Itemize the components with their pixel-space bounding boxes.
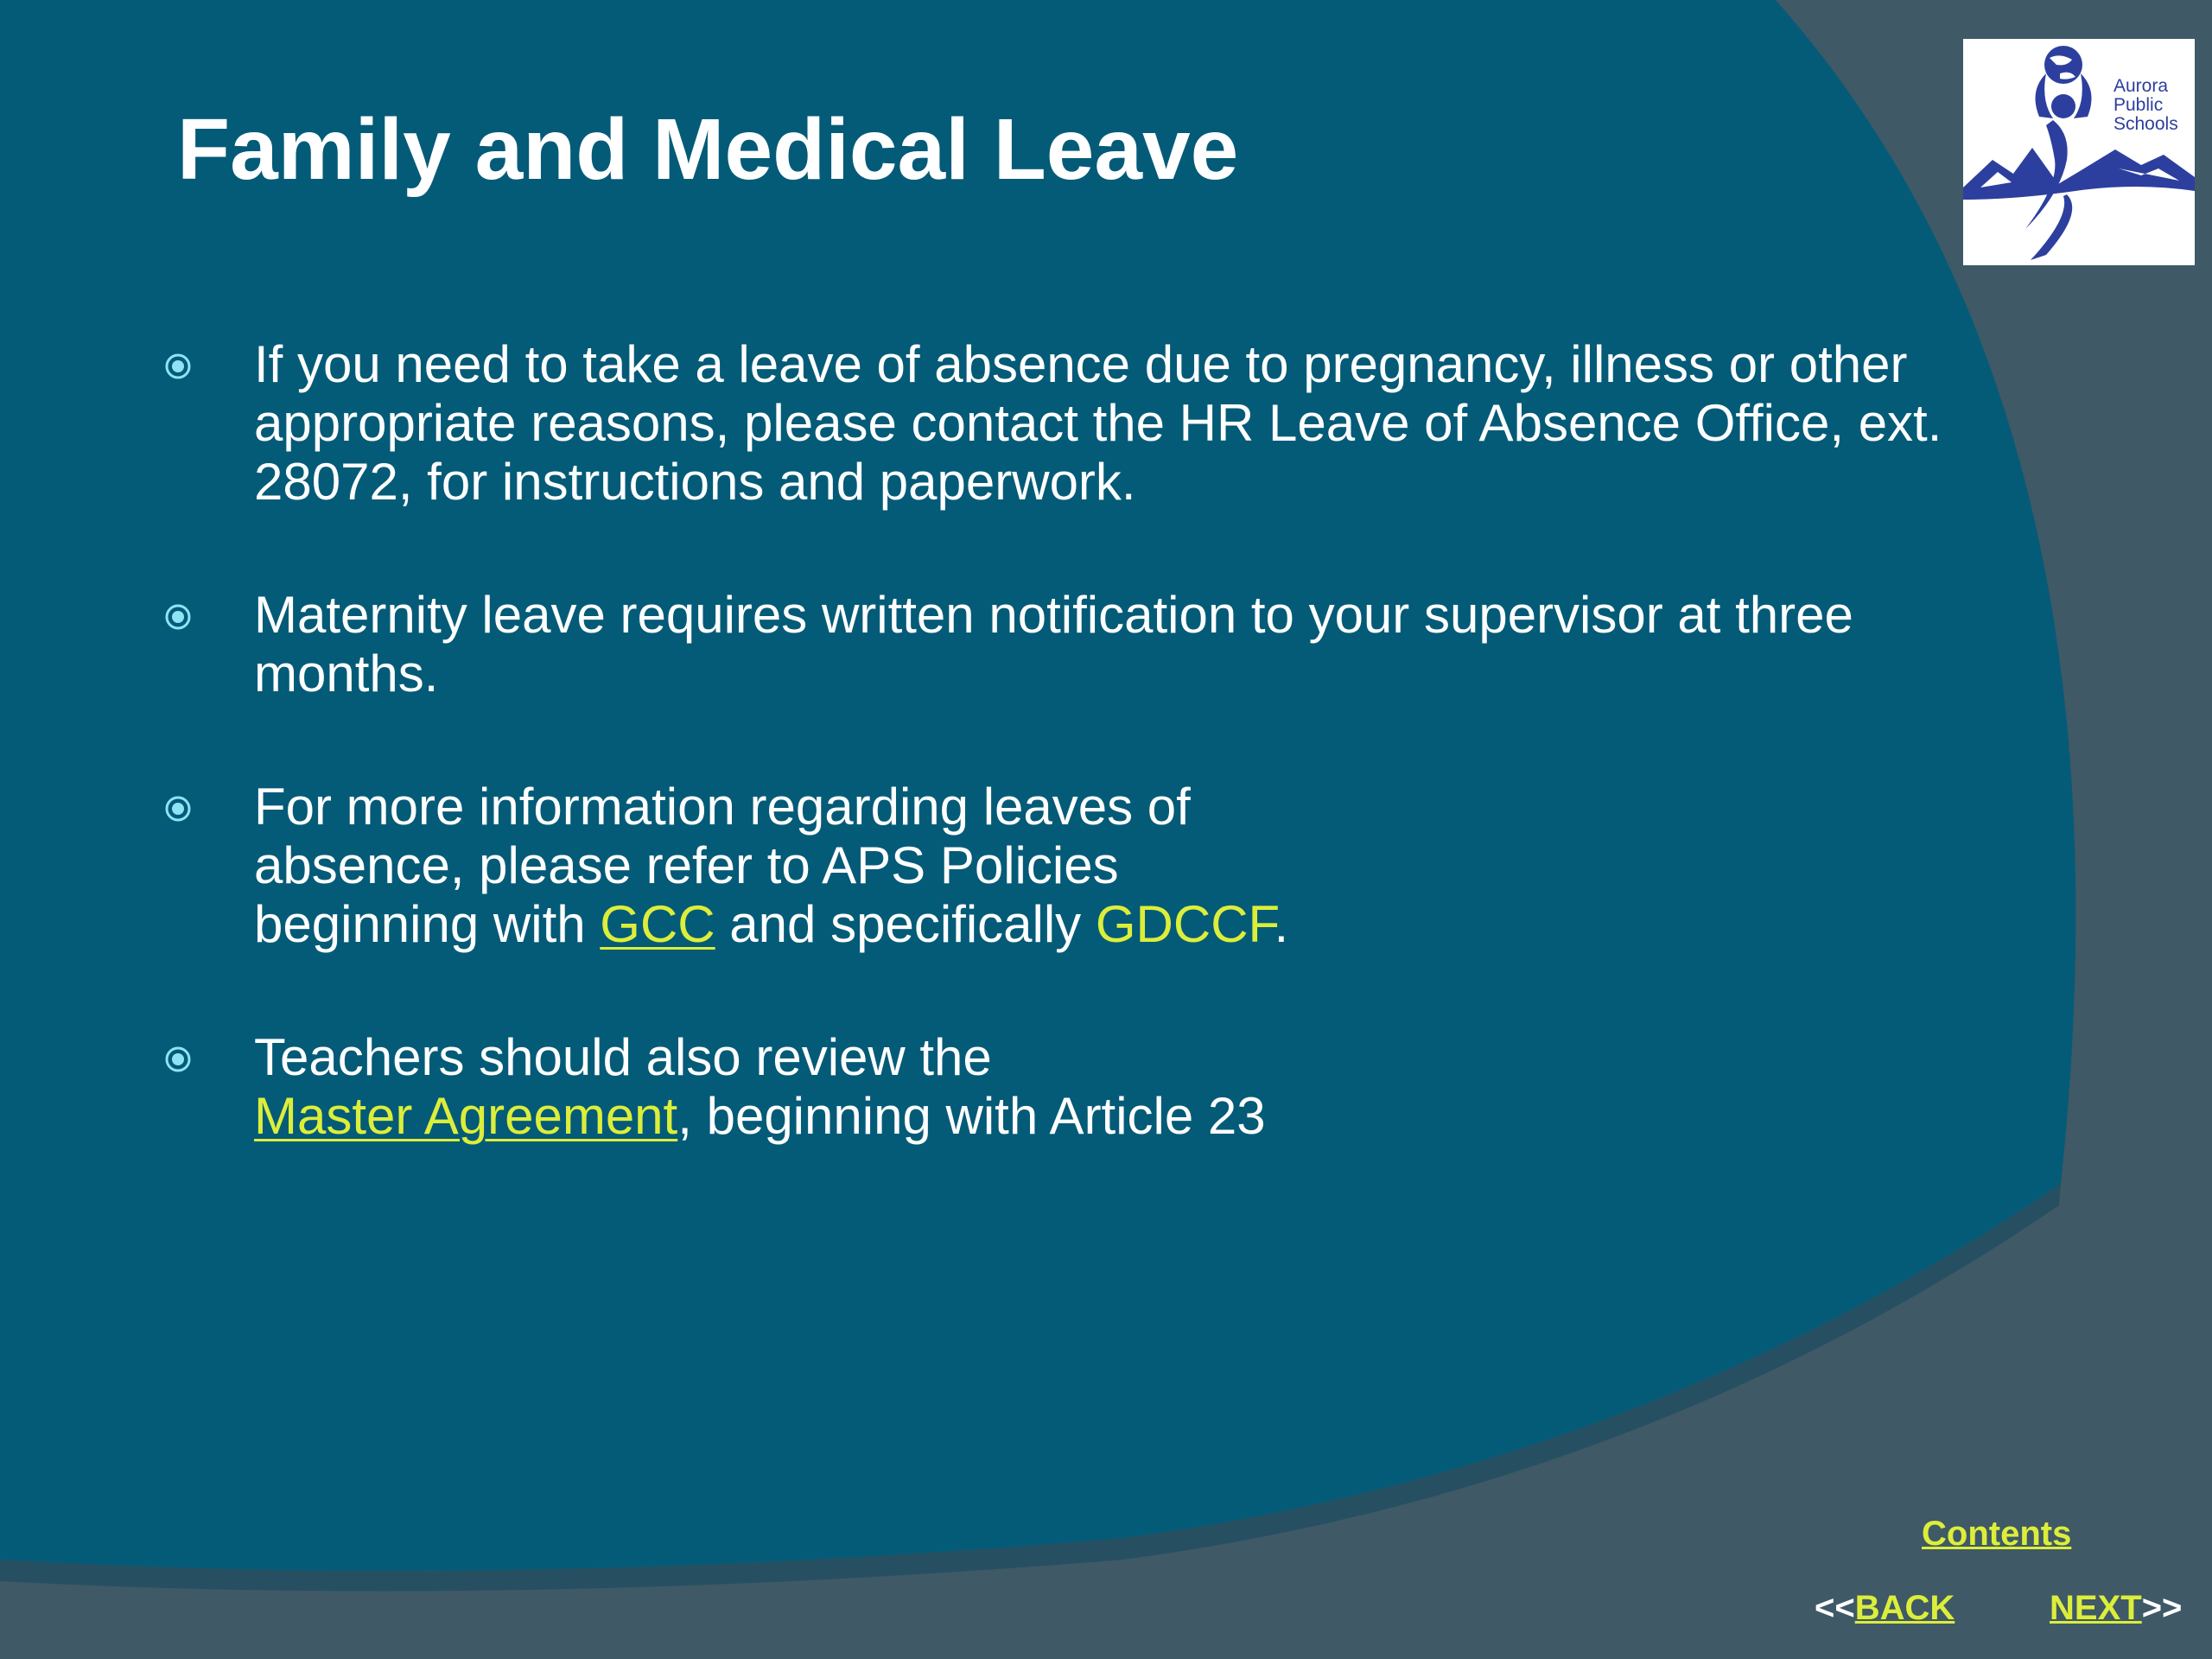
bullet-item <box>164 586 1979 703</box>
aurora-public-schools-logo <box>1963 39 2195 265</box>
contents-link[interactable]: Contents <box>1922 1515 2072 1553</box>
back-arrows: << <box>1815 1589 1855 1627</box>
logo-line: Aurora <box>2113 76 2169 96</box>
gdccf-policy-text: GDCCF <box>1095 895 1274 953</box>
bullet-list <box>164 335 1979 1146</box>
contents-nav <box>1922 1514 2071 1554</box>
slide-title: Family and Medical Leave <box>177 101 1239 198</box>
bullet-item <box>164 335 1979 512</box>
bullet-text-segment: . <box>1274 895 1289 953</box>
next-arrows: >> <box>2141 1589 2183 1627</box>
back-nav <box>1815 1588 1955 1628</box>
bullet-text: Maternity leave requires written notification to your supervisor at three months. <box>254 586 1853 702</box>
bullet-circle-icon <box>164 795 192 823</box>
bullet-text-segment: and specifically <box>715 895 1096 953</box>
bullet-item <box>164 1028 1979 1146</box>
logo-line: Schools <box>2113 114 2178 134</box>
bullet-text: If you need to take a leave of absence due to pregnancy, illness or other appropriate reasons, please contact the HR Leave of Absence Office, ext. 28072, for instructions and paperwork. <box>254 335 1942 511</box>
next-nav <box>2050 1588 2182 1628</box>
bullet-text-line: Teachers should also review the <box>254 1028 992 1086</box>
gcc-policy-link[interactable]: GCC <box>600 895 715 953</box>
logo-line: Public <box>2113 95 2164 115</box>
back-link[interactable]: BACK <box>1854 1589 1955 1627</box>
aurora-public-schools-logo-icon <box>1963 39 2195 265</box>
next-link[interactable]: NEXT <box>2050 1589 2142 1627</box>
master-agreement-link[interactable]: Master Agreement <box>254 1087 678 1145</box>
bullet-circle-icon <box>164 353 192 380</box>
bullet-text-line: For more information regarding leaves of <box>254 778 1191 836</box>
bullet-text-segment: , beginning with Article 23 <box>677 1087 1266 1145</box>
bullet-circle-icon <box>164 603 192 631</box>
bullet-item <box>164 778 1979 954</box>
bullet-circle-icon <box>164 1046 192 1073</box>
logo-text <box>2113 77 2191 134</box>
bullet-text-segment: beginning with <box>254 895 601 953</box>
bullet-text-line: absence, please refer to APS Policies <box>254 836 1119 894</box>
